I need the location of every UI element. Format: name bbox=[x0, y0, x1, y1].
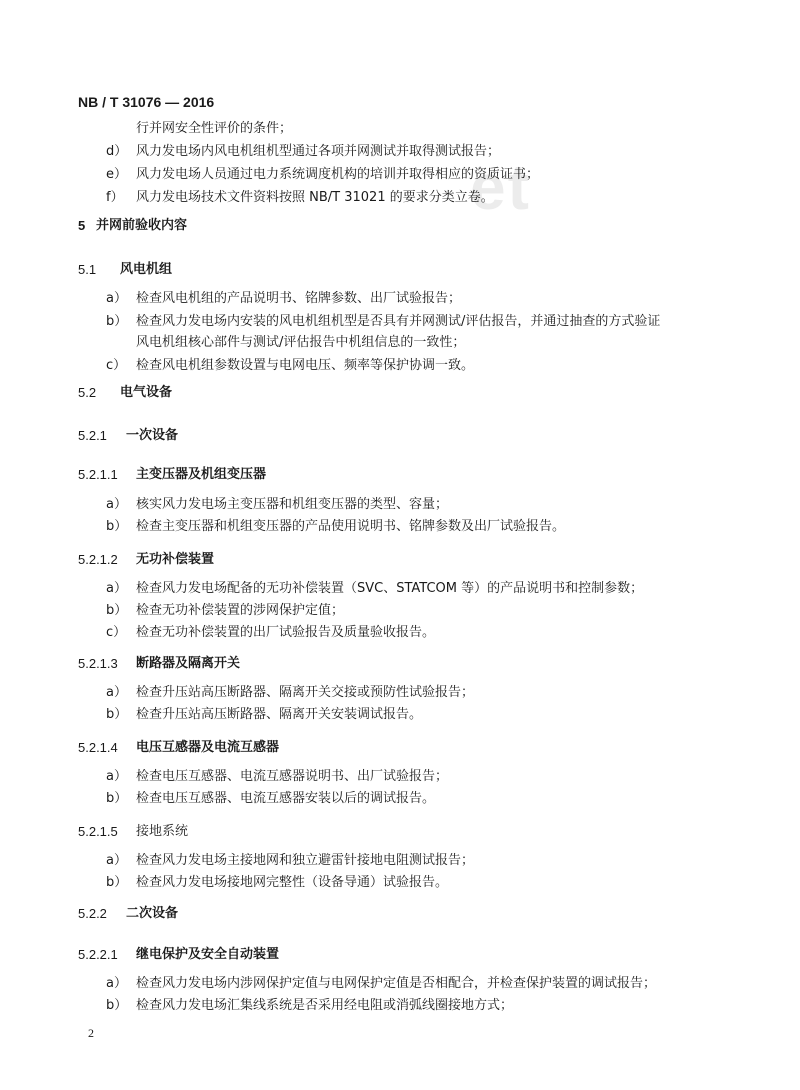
section-title: 继电保护及安全自动装置 bbox=[136, 947, 280, 962]
section-number: 5 bbox=[78, 218, 86, 233]
list-item-text: 检查升压站高压断路器、隔离开关安装调试报告。 bbox=[136, 707, 423, 722]
list-item-text: 检查无功补偿装置的涉网保护定值； bbox=[136, 603, 345, 618]
section-title: 主变压器及机组变压器 bbox=[136, 467, 267, 482]
list-item-text: 检查风力发电场内涉网保护定值与电网保护定值是否相配合，并检查保护装置的调试报告； bbox=[136, 976, 657, 991]
list-item-text: 检查风力发电场配备的无功补偿装置（SVC、STATCOM 等）的产品说明书和控制参数； bbox=[136, 581, 644, 596]
list-item-label: a） bbox=[106, 976, 127, 991]
list-item-label: b） bbox=[106, 707, 128, 722]
list-item-label: b） bbox=[106, 314, 128, 329]
section-number: 5.1 bbox=[78, 262, 97, 277]
list-item-label: a） bbox=[106, 769, 127, 784]
list-item-label: e） bbox=[106, 167, 127, 182]
list-item-label: f） bbox=[106, 190, 124, 205]
list-item-label: a） bbox=[106, 581, 127, 596]
list-item-label: a） bbox=[106, 291, 127, 306]
section-title: 一次设备 bbox=[126, 428, 179, 443]
list-item-label: c） bbox=[106, 625, 127, 640]
section-number: 5.2.1.3 bbox=[78, 656, 118, 671]
list-item-text: 风力发电场技术文件资料按照 NB/T 31021 的要求分类立卷。 bbox=[136, 190, 494, 205]
section-title: 并网前验收内容 bbox=[96, 218, 188, 233]
list-item-text: 风电机组核心部件与测试/评估报告中机组信息的一致性； bbox=[136, 335, 466, 350]
list-item-text: 检查风力发电场接地网完整性（设备导通）试验报告。 bbox=[136, 875, 449, 890]
section-number: 5.2.1.2 bbox=[78, 552, 118, 567]
list-item-label: d） bbox=[106, 144, 128, 159]
section-title: 电压互感器及电流互感器 bbox=[136, 740, 280, 755]
list-item-text: 风力发电场人员通过电力系统调度机构的培训并取得相应的资质证书； bbox=[136, 167, 540, 182]
section-number: 5.2.1 bbox=[78, 428, 107, 443]
list-item-text: 检查风电机组参数设置与电网电压、频率等保护协调一致。 bbox=[136, 358, 475, 373]
list-item-label: a） bbox=[106, 497, 127, 512]
list-item-label: a） bbox=[106, 853, 127, 868]
list-item-label: b） bbox=[106, 791, 128, 806]
section-title: 电气设备 bbox=[120, 385, 173, 400]
list-item-label: b） bbox=[106, 998, 128, 1013]
list-item-continuation bbox=[136, 120, 292, 138]
section-number: 5.2.2.1 bbox=[78, 947, 118, 962]
list-item-text: 检查风电机组的产品说明书、铭牌参数、出厂试验报告； bbox=[136, 291, 462, 306]
section-title: 风电机组 bbox=[120, 262, 173, 277]
section-title: 接地系统 bbox=[136, 824, 189, 839]
list-item-text: 检查风力发电场主接地网和独立避雷针接地电阻测试报告； bbox=[136, 853, 475, 868]
list-item-text: 行并网安全性评价的条件； bbox=[136, 121, 293, 136]
list-item-text: 核实风力发电场主变压器和机组变压器的类型、容量； bbox=[136, 497, 449, 512]
watermark: et bbox=[470, 151, 531, 223]
section-title: 二次设备 bbox=[126, 906, 179, 921]
page-number: 2 bbox=[88, 1026, 94, 1040]
list-item-label: b） bbox=[106, 603, 128, 618]
section-number: 5.2.1.1 bbox=[78, 467, 118, 482]
list-item-text: 检查风力发电场汇集线系统是否采用经电阻或消弧线圈接地方式； bbox=[136, 998, 514, 1013]
list-item-continuation bbox=[136, 334, 465, 352]
list-item-text: 风力发电场内风电机组机型通过各项并网测试并取得测试报告； bbox=[136, 144, 501, 159]
list-item-label: b） bbox=[106, 519, 128, 534]
list-item-label: b） bbox=[106, 875, 128, 890]
standard-number-header: NB / T 31076 — 2016 bbox=[78, 94, 215, 110]
list-item-label: c） bbox=[106, 358, 127, 373]
list-item-text: 检查风力发电场内安装的风电机组机型是否具有并网测试/评估报告，并通过抽查的方式验证 bbox=[136, 314, 661, 329]
list-item-label: a） bbox=[106, 685, 127, 700]
section-number: 5.2.2 bbox=[78, 906, 107, 921]
section-number: 5.2.1.5 bbox=[78, 824, 118, 839]
section-title: 无功补偿装置 bbox=[136, 552, 215, 567]
list-item-text: 检查无功补偿装置的出厂试验报告及质量验收报告。 bbox=[136, 625, 436, 640]
section-number: 5.2 bbox=[78, 385, 97, 400]
list-item-text: 检查主变压器和机组变压器的产品使用说明书、铭牌参数及出厂试验报告。 bbox=[136, 519, 566, 534]
section-number: 5.2.1.4 bbox=[78, 740, 118, 755]
list-item-text: 检查电压互感器、电流互感器安装以后的调试报告。 bbox=[136, 791, 436, 806]
section-title: 断路器及隔离开关 bbox=[136, 656, 241, 671]
list-item-text: 检查升压站高压断路器、隔离开关交接或预防性试验报告； bbox=[136, 685, 475, 700]
list-item-text: 检查电压互感器、电流互感器说明书、出厂试验报告； bbox=[136, 769, 449, 784]
